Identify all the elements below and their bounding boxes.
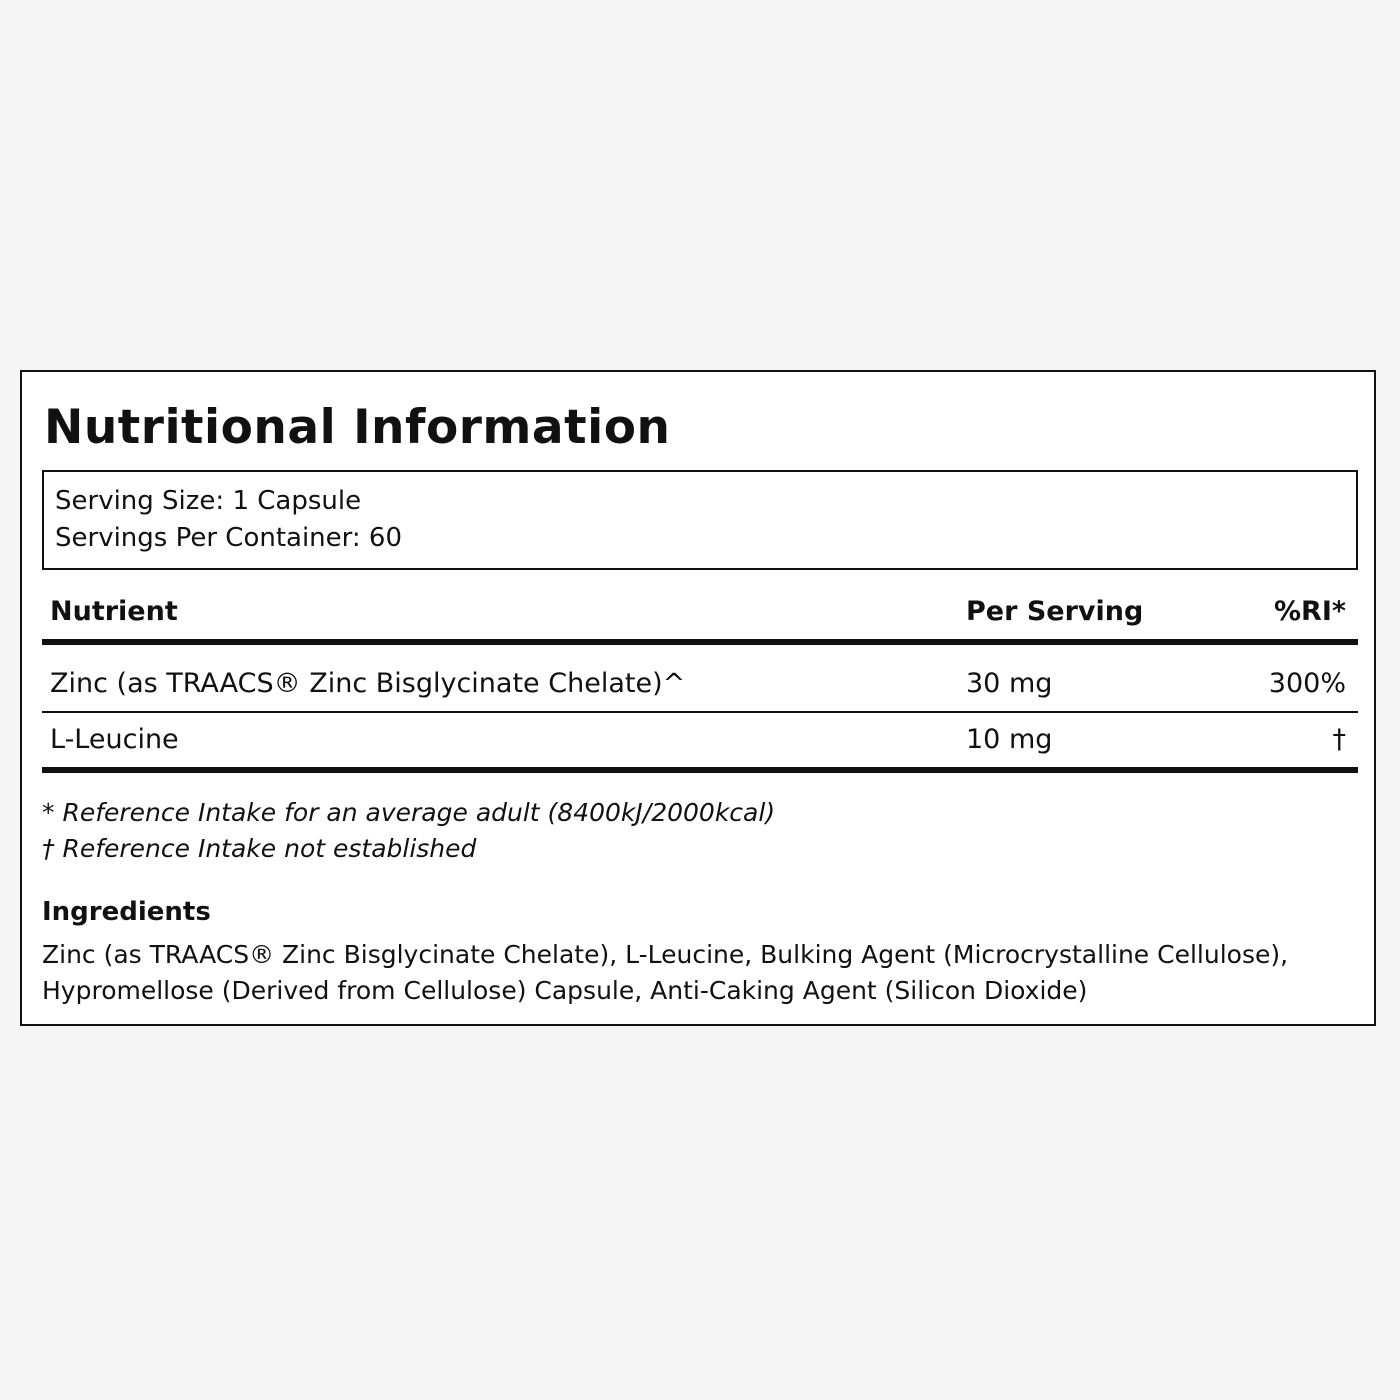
header-nutrient: Nutrient (50, 596, 178, 627)
footnote-not-established: † Reference Intake not established (42, 834, 477, 863)
nutrition-panel (20, 370, 1376, 1026)
ingredients-text: Zinc (as TRAACS® Zinc Bisglycinate Chelate), L-Leucine, Bulking Agent (Microcrystalline Cellulose), Hypromellose (Derived from Cellulose) Capsule, Anti-Caking Agent (Silicon Dioxide) (42, 940, 1289, 1005)
serving-size: Serving Size: 1 Capsule (55, 486, 362, 516)
servings-per-container: Servings Per Container: 60 (55, 523, 403, 553)
row-leucine-per-serving: 10 mg (966, 724, 1053, 755)
panel-title: Nutritional Information (44, 400, 671, 455)
row-zinc-per-serving: 30 mg (966, 668, 1053, 699)
footnote-reference-intake: * Reference Intake for an average adult (8400kJ/2000kcal) (42, 798, 776, 827)
ingredients-heading: Ingredients (42, 897, 211, 927)
row-divider (42, 711, 1358, 713)
table-bottom-divider (42, 767, 1358, 773)
header-divider (42, 639, 1358, 645)
row-zinc-ri: 300% (1268, 668, 1346, 699)
header-per-serving: Per Serving (966, 596, 1144, 627)
header-ri: %RI* (1273, 596, 1346, 627)
serving-info-box (42, 470, 1358, 570)
row-leucine-ri: † (1332, 724, 1346, 755)
row-zinc-nutrient: Zinc (as TRAACS® Zinc Bisglycinate Chelate)^ (50, 668, 686, 699)
row-leucine-nutrient: L-Leucine (50, 724, 179, 755)
